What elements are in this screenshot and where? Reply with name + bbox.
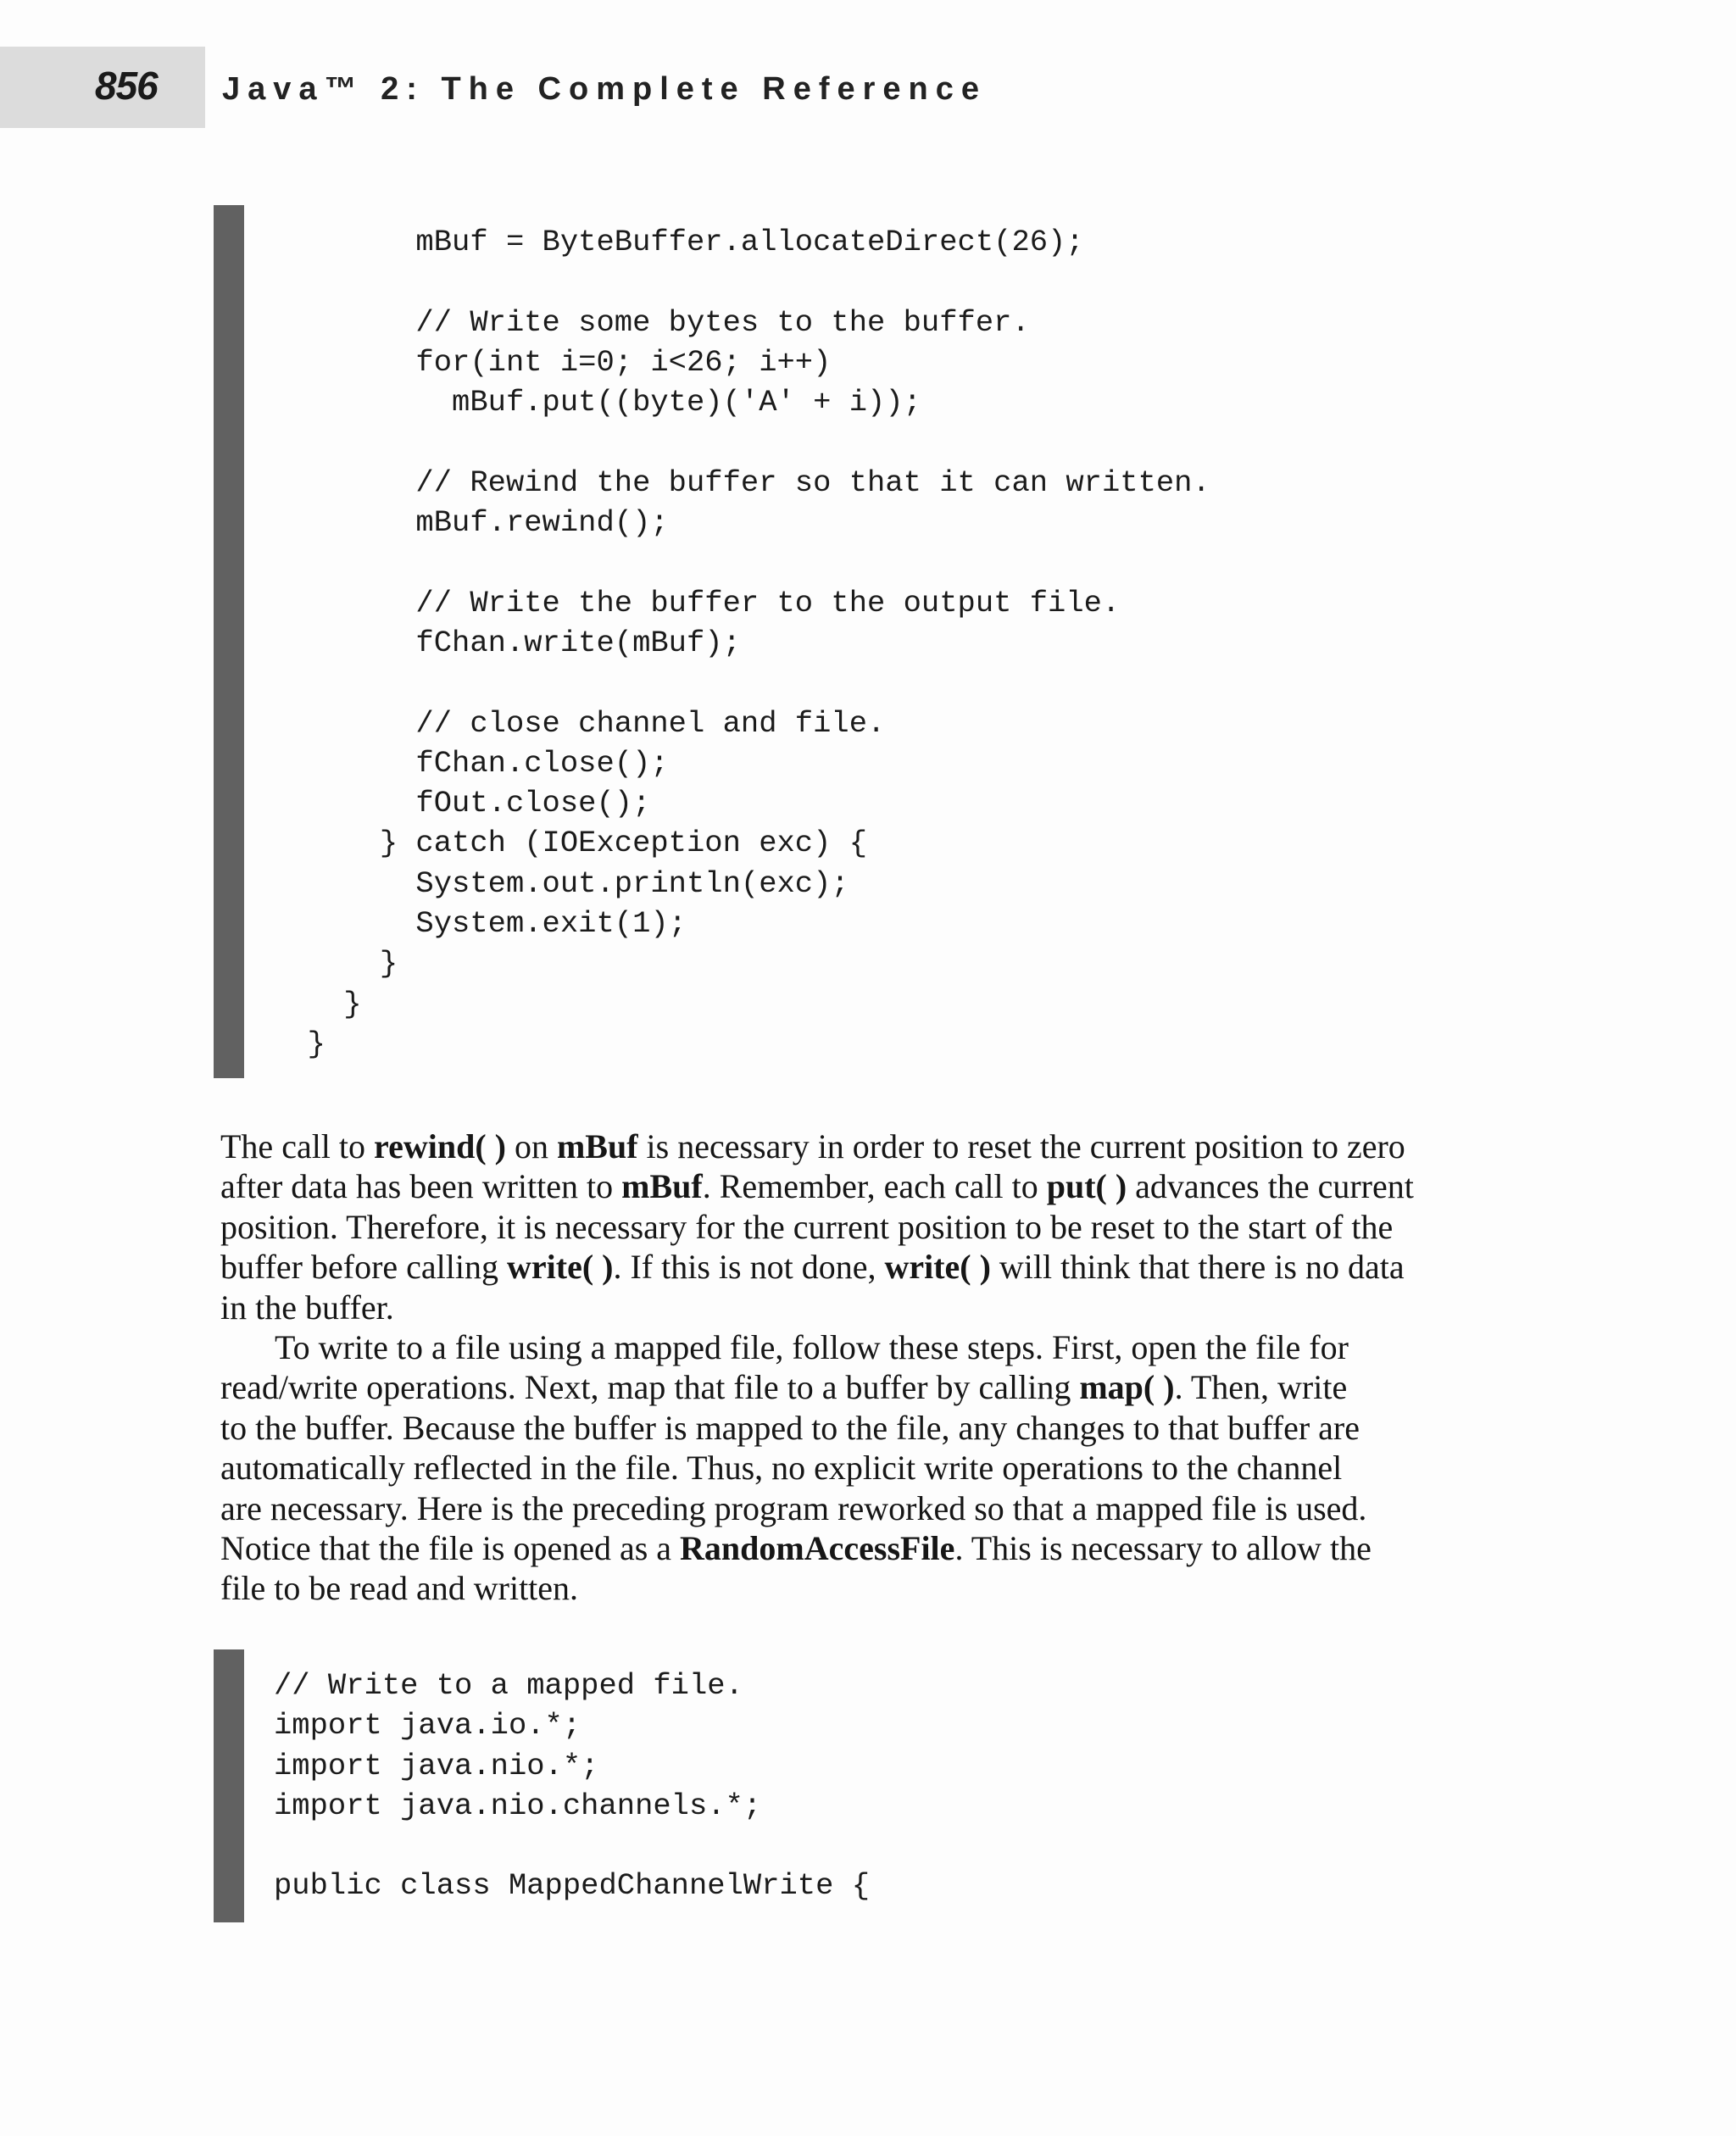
code-line: [271, 663, 1210, 703]
code-term: write( ): [507, 1248, 614, 1287]
code-line: mBuf.rewind();: [271, 505, 669, 541]
running-head-title: Java™ 2: The Complete Reference: [222, 71, 988, 107]
text-run: automatically reflected in the file. Thus, no explicit write operations to the channel: [220, 1449, 1343, 1488]
text-line: [220, 1448, 1526, 1488]
code-block-1-bar: [214, 205, 244, 1078]
code-term: mBuf: [556, 1127, 638, 1165]
text-line: [220, 1166, 1526, 1206]
page-number: 856: [95, 64, 158, 108]
code-block-1: [271, 222, 1210, 1064]
text-run: will think that there is no data: [990, 1248, 1405, 1287]
code-line: // Write to a mapped file.: [274, 1668, 743, 1703]
code-line: [271, 262, 1210, 302]
code-line: mBuf.put((byte)('A' + i));: [271, 385, 921, 420]
text-run: to the buffer. Because the buffer is mapped to the file, any changes to that buffer are: [220, 1408, 1360, 1447]
text-line: [220, 1327, 1526, 1367]
code-block-2-bar: [214, 1649, 244, 1922]
code-line: [271, 422, 1210, 462]
code-block-2: [274, 1666, 870, 1906]
code-line: }: [271, 1026, 326, 1061]
text-run: The call to: [220, 1127, 375, 1165]
text-line: [220, 1568, 1526, 1608]
text-line: [220, 1528, 1526, 1568]
text-run: on: [505, 1127, 557, 1165]
text-line: [220, 1247, 1526, 1287]
code-term: map( ): [1079, 1368, 1175, 1407]
text-run: buffer before calling: [220, 1248, 507, 1287]
code-line: import java.io.*;: [274, 1708, 581, 1744]
code-line: [274, 1826, 870, 1866]
code-line: // Rewind the buffer so that it can written.: [271, 464, 1210, 500]
code-term: mBuf: [621, 1167, 703, 1206]
text-line: [220, 1408, 1526, 1448]
code-line: for(int i=0; i<26; i++): [271, 344, 832, 380]
code-line: [271, 542, 1210, 582]
code-line: import java.nio.channels.*;: [274, 1788, 762, 1823]
code-term: rewind( ): [374, 1127, 506, 1165]
text-run: To write to a file using a mapped file, follow these steps. First, open the file for: [275, 1328, 1349, 1367]
text-line: [220, 1126, 1526, 1166]
code-term: put( ): [1046, 1167, 1127, 1206]
code-line: } catch (IOException exc) {: [271, 826, 868, 861]
paragraph-1: [220, 1126, 1526, 1327]
code-line: fChan.close();: [271, 745, 669, 781]
code-line: // close channel and file.: [271, 705, 886, 741]
code-line: import java.nio.*;: [274, 1748, 599, 1783]
code-line: // Write the buffer to the output file.: [271, 585, 1121, 620]
code-line: public class MappedChannelWrite {: [274, 1868, 871, 1904]
body-text: [220, 1126, 1526, 1609]
text-run: is necessary in order to reset the current position to zero: [637, 1127, 1405, 1165]
paragraph-2: [220, 1327, 1526, 1609]
text-run: . Then, write: [1174, 1368, 1348, 1407]
text-run: position. Therefore, it is necessary for the current position to be reset to the start of the: [220, 1207, 1394, 1246]
text-run: . Remember, each call to: [702, 1167, 1047, 1206]
code-line: }: [271, 986, 362, 1021]
text-run: . If this is not done,: [613, 1248, 885, 1287]
text-line: [220, 1488, 1526, 1528]
code-term: RandomAccessFile: [680, 1529, 955, 1568]
text-run: . This is necessary to allow the: [954, 1529, 1372, 1568]
code-line: fChan.write(mBuf);: [271, 625, 741, 660]
code-line: fOut.close();: [271, 786, 651, 821]
text-run: file to be read and written.: [220, 1569, 579, 1608]
code-line: mBuf = ByteBuffer.allocateDirect(26);: [271, 225, 1084, 259]
text-line: [220, 1367, 1526, 1407]
code-line: System.out.println(exc);: [271, 865, 849, 901]
text-run: after data has been written to: [220, 1167, 622, 1206]
text-line: [220, 1288, 1526, 1327]
text-line: [220, 1207, 1526, 1247]
text-run: in the buffer.: [220, 1288, 394, 1327]
code-term: write( ): [884, 1248, 991, 1287]
text-run: read/write operations. Next, map that file to a buffer by calling: [220, 1368, 1080, 1407]
code-line: }: [271, 946, 398, 982]
text-run: advances the current: [1127, 1167, 1414, 1206]
code-line: // Write some bytes to the buffer.: [271, 304, 1030, 340]
text-run: Notice that the file is opened as a: [220, 1529, 681, 1568]
code-line: System.exit(1);: [271, 906, 687, 942]
text-run: are necessary. Here is the preceding program reworked so that a mapped file is used.: [220, 1488, 1367, 1527]
